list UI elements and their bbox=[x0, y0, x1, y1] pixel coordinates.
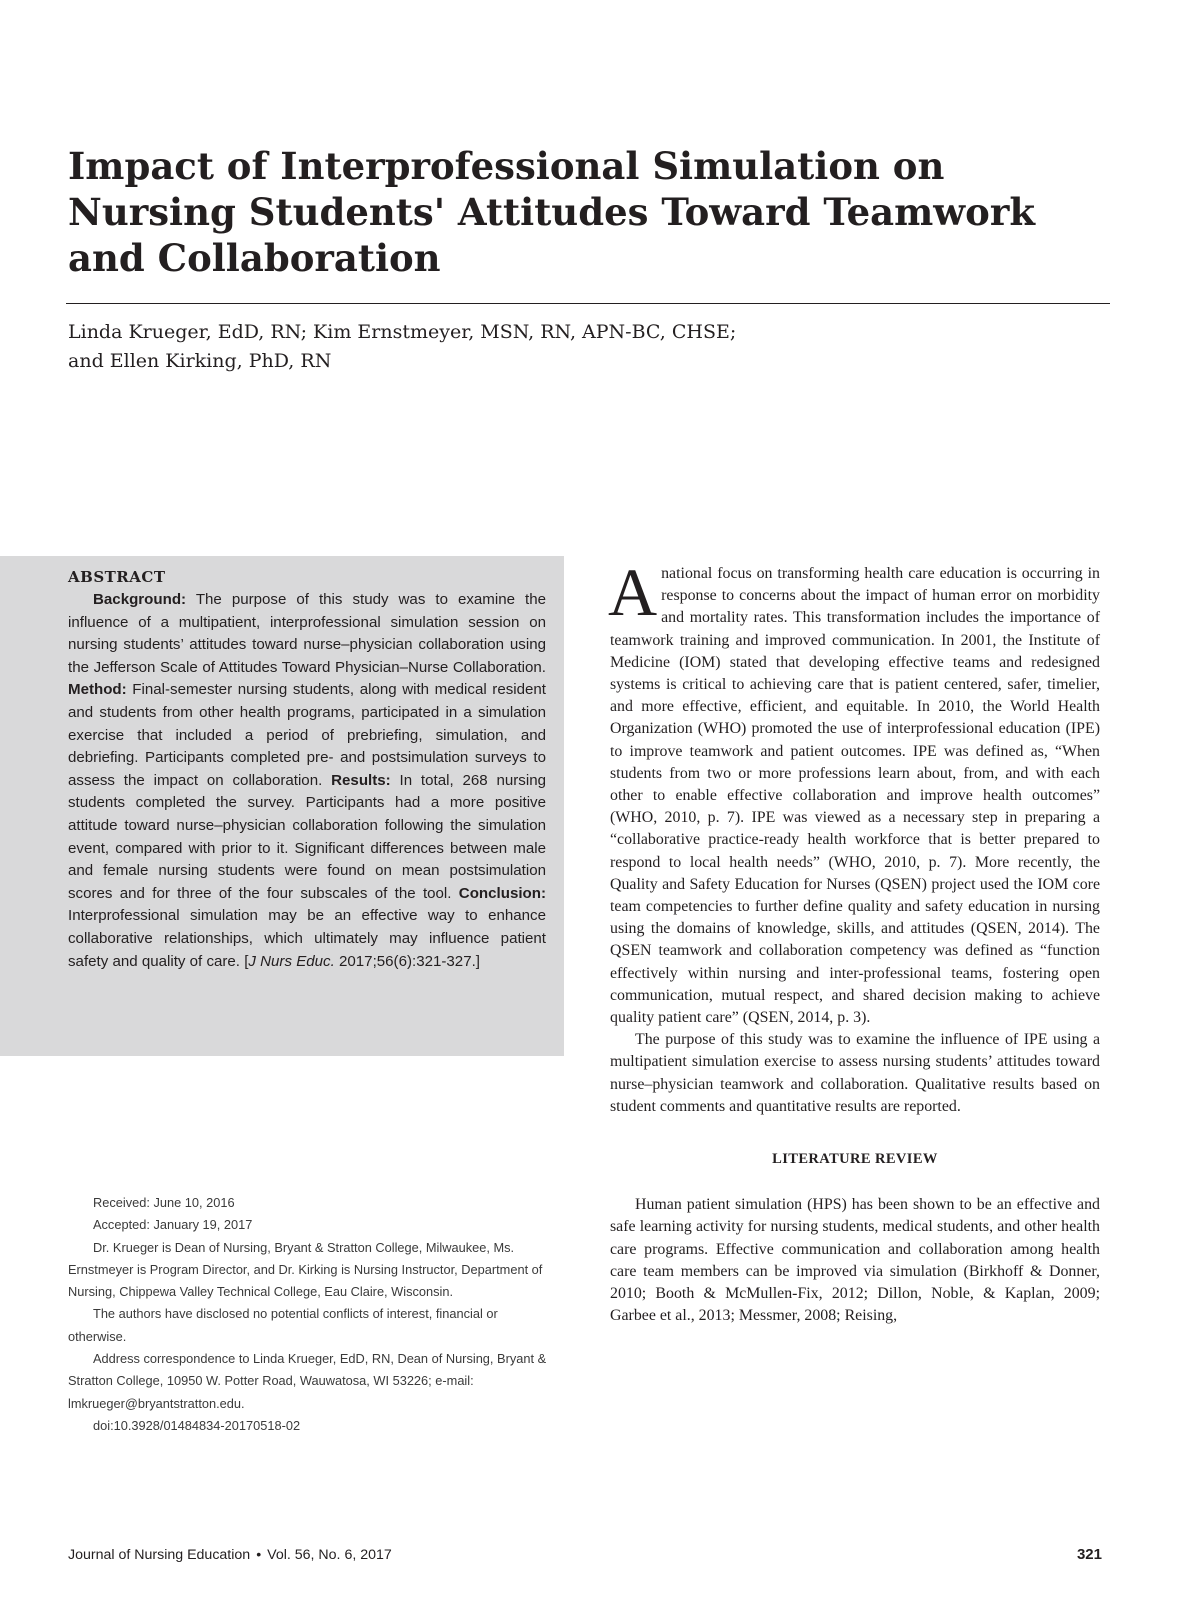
citation-details: 2017;56(6):321-327.] bbox=[334, 952, 480, 970]
volume-info: Vol. 56, No. 6, 2017 bbox=[267, 1547, 392, 1563]
title-divider bbox=[66, 303, 1110, 304]
page-number: 321 bbox=[1076, 1546, 1102, 1563]
section-heading: LITERATURE REVIEW bbox=[772, 1151, 938, 1168]
doi: doi:10.3928/01484834-20170518-02 bbox=[93, 1417, 301, 1433]
abstract bbox=[68, 566, 546, 973]
running-footer bbox=[68, 1547, 392, 1563]
citation-journal: J Nurs Educ. bbox=[248, 952, 335, 970]
article-notes bbox=[68, 1192, 558, 1437]
literature-paragraph: Human patient simulation (HPS) has been shown to be an effective and safe learning activity for nursing students, medical students, and other health care programs. Effective communication and collaboration among health care team members can be improved via simulation (Birkhoff & Donner, 2010; Booth & McMullen-Fix, 2012; Dillon, Noble, & Kaplan, 2009; Garbee et al., 2013; Messmer, 2008; Reising, bbox=[610, 1196, 1100, 1325]
footer-bullet: • bbox=[256, 1547, 262, 1563]
conclusion-text: Interprofessional simulation may be an effective way to enhance collaborative relationships, which ultimately may influence patient safety and quality of care. [ bbox=[68, 907, 546, 970]
conclusion-label: Conclusion: bbox=[458, 884, 546, 902]
accepted-date: Accepted: January 19, 2017 bbox=[93, 1217, 253, 1233]
article-title: Impact of Interprofessional Simulation on Nursing Students' Attitudes Toward Teamwork and Collaboration bbox=[68, 144, 1035, 280]
abstract-text bbox=[68, 589, 546, 973]
purpose-paragraph: The purpose of this study was to examine the influence of IPE using a multipatient simulation exercise to assess nursing students’ attitudes toward nurse–physician teamwork and collaboration. Qualitative results based on student comments and quantitative results are reported. bbox=[610, 1031, 1100, 1115]
author-list bbox=[68, 318, 1068, 376]
method-label: Method: bbox=[68, 681, 127, 699]
results-text: In total, 268 nursing students completed the survey. Participants had a more positive attitude toward nurse–physician collaboration following the simulation event, compared with prior to it. Significant differences between male and female nursing students were found on mean postsimulation scores and for three of the four subscales of the tool. bbox=[68, 771, 546, 902]
results-label: Results: bbox=[331, 771, 391, 789]
journal-name: Journal of Nursing Education bbox=[68, 1547, 251, 1563]
correspondence-note: Address correspondence to Linda Krueger, EdD, RN, Dean of Nursing, Bryant & Stratton College, 10950 W. Potter Road, Wauwatosa, WI 53226; e-mail: lmkrueger@bryantstratton.edu. bbox=[68, 1351, 547, 1411]
received-date: Received: June 10, 2016 bbox=[93, 1195, 235, 1210]
drop-cap: A bbox=[608, 554, 658, 630]
background-label: Background: bbox=[93, 591, 187, 608]
author-line: and Ellen Kirking, PhD, RN bbox=[68, 350, 332, 372]
intro-text: national focus on transforming health care education is occurring in response to concerns about the impact of human error on morbidity and mortality rates. This transformation includes the importance of teamwork training and improved communication. In 2001, the Institute of Medicine (IOM) stated that developing effective teams and redesigned systems is critical to achieving care that is patient centered, safer, timelier, and more effective, efficient, and equitable. In 2010, the World Health Organization (WHO) promoted the use of interprofessional education (IPE) to improve teamwork and patient outcomes. IPE was defined as, “When students from two or more professions learn about, from, and with each other to enable effective collaboration and improve health outcomes” (WHO, 2010, p. 7). IPE was viewed as a necessary step in preparing a “collaborative practice-ready health workforce that is better prepared to respond to local health needs” (WHO, 2010, p. 7). More recently, the Quality and Safety Education for Nurses (QSEN) project used the IOM core team competencies to further define quality and safety education in nursing using the domains of knowledge, skills, and attitudes (QSEN, 2014). The QSEN teamwork and collaboration competency was defined as “function effectively within nursing and inter-professional teams, fostering open communication, mutual respect, and shared decision making to achieve quality patient care” (QSEN, 2014, p. 3). bbox=[610, 565, 1100, 1027]
method-text: Final-semester nursing students, along with medical resident and students from other health programs, participated in a simulation exercise that included a period of prebriefing, simulation, and debriefing. Participants completed pre- and postsimulation surveys to assess the impact on collaboration. bbox=[68, 681, 546, 789]
disclosure-note: The authors have disclosed no potential conflicts of interest, financial or otherwise. bbox=[68, 1306, 498, 1344]
author-affiliation: Dr. Krueger is Dean of Nursing, Bryant & Stratton College, Milwaukee, Ms. Ernstmeyer is Program Director, and Dr. Kirking is Nursing Instructor, Department of Nursing, Chippewa Valley Technical College, Eau Claire, Wisconsin. bbox=[68, 1239, 543, 1300]
background-text: The purpose of this study was to examine the influence of a multipatient, interprofessional simulation session on nursing students’ attitudes toward nurse–physician collaboration using the Jefferson Scale of Attitudes Toward Physician–Nurse Collaboration. bbox=[68, 591, 546, 676]
abstract-heading: ABSTRACT bbox=[68, 568, 166, 586]
author-line: Linda Krueger, EdD, RN; Kim Ernstmeyer, MSN, RN, APN-BC, CHSE; bbox=[68, 321, 737, 343]
intro-paragraph bbox=[608, 554, 1100, 1029]
body-column bbox=[608, 554, 1100, 1328]
